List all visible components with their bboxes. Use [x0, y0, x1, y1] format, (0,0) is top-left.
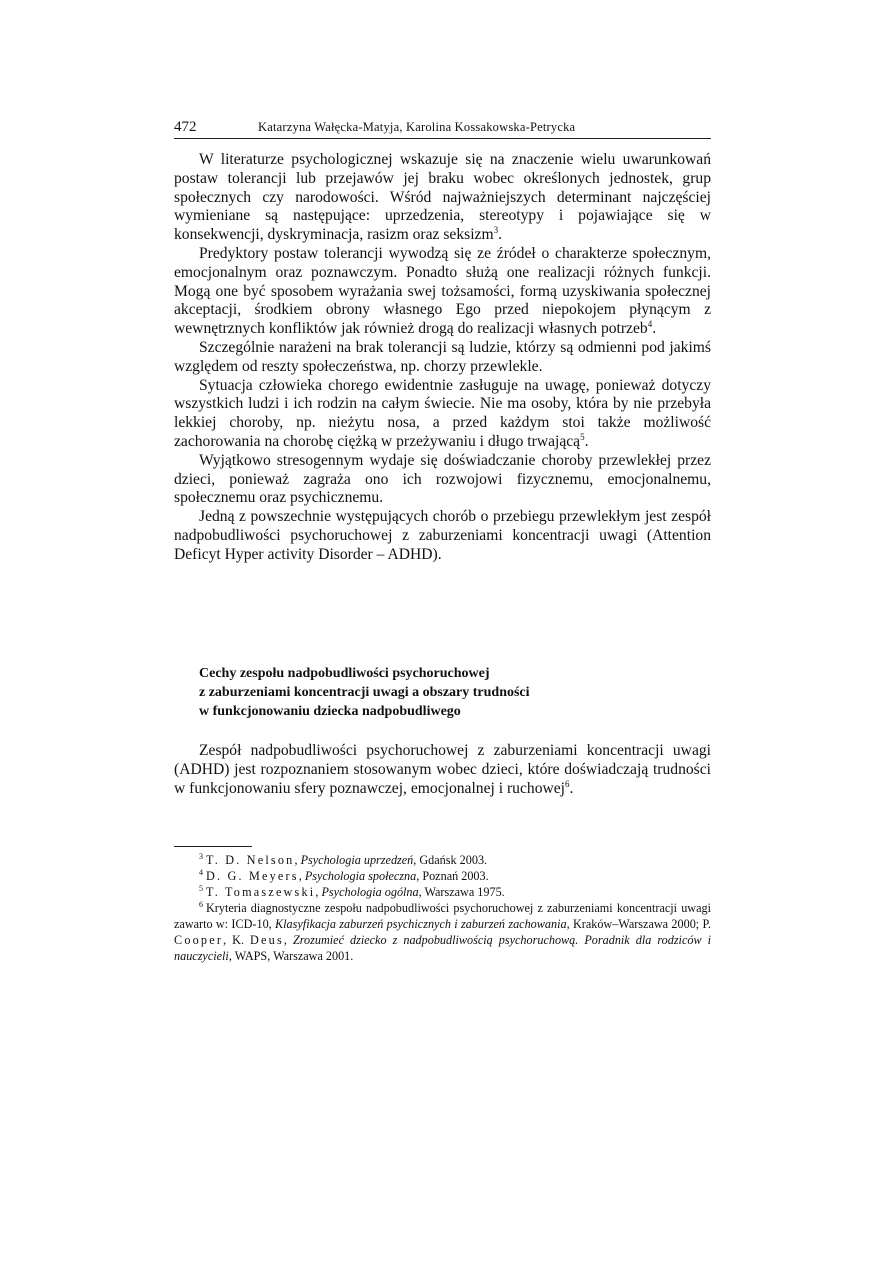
footnote-ref[interactable]: 6 — [565, 778, 570, 789]
running-head — [174, 118, 711, 139]
footnote: $^6$ Kryteria diagnostyczne zespołu nadpobudliwości psychoruchowej z zaburzeniami koncentracji uwagi zawarto w: ICD-10, Klasyfikacja zaburzeń psychicznych i zaburzeń zachowania, Kraków–Warszawa 2000; P. Cooper, K. Deus, Zrozumieć dziecko z nadpobudliwością psychoruchową. Poradnik dla rodziców i nauczycieli, WAPS, Warszawa 2001. — [174, 899, 711, 963]
footnote: $^5$ T. Tomaszewski, Psychologia ogólna, Warszawa 1975. — [199, 883, 505, 899]
footnote: $^4$ D. G. Meyers, Psychologia społeczna, Poznań 2003. — [199, 867, 489, 883]
section-heading-line: w funkcjonowaniu dziecka nadpobudliwego — [199, 704, 461, 719]
page-number: 472 — [174, 119, 197, 135]
footnote-separator — [174, 846, 252, 847]
paragraph: Sytuacja człowieka chorego ewidentnie zasługuje na uwagę, ponieważ dotyczy wszystkich ludzi i ich rodzin na całym świecie. Nie ma osoby, która by nie przebyła lekkiej choroby, np. nieżytu nosa, a przed każdym stoi także możliwość zachorowania na chorobę ciężką w przeżywaniu i długo trwającą$^5$. — [174, 376, 711, 450]
footnotes — [174, 852, 711, 964]
running-head-authors: Katarzyna Wałęcka-Matyja, Karolina Kossakowska-Petrycka — [258, 120, 576, 134]
paragraph: Zespół nadpobudliwości psychoruchowej z zaburzeniami koncentracji uwagi (ADHD) jest rozpoznaniem stosowanym wobec dzieci, które doświadczają trudności w funkcjonowaniu sfery poznawczej, emocjonalnej i ruchowej$^6$. — [174, 742, 711, 797]
footnote-ref[interactable]: 4 — [647, 318, 653, 329]
section-heading — [199, 664, 699, 721]
paragraph: Predyktory postaw tolerancji wywodzą się ze źródeł o charakterze społecznym, emocjonalnym oraz poznawczym. Ponadto służą one realizacji różnych funkcji. Mogą one być sposobem wyrażania swej tożsamości, formą uzyskiwania społecznej akceptacji, środkiem obrony własnego Ego przed niepokojem płynącym z wewnętrznych konfliktów jak również drogą do realizacji własnych potrzeb$^4$. — [174, 244, 711, 338]
footnote: $^3$ T. D. Nelson, Psychologia uprzedzeń, Gdańsk 2003. — [199, 851, 488, 867]
paragraph: W literaturze psychologicznej wskazuje się na znaczenie wielu uwarunkowań postaw tolerancji lub przejawów jej braku wobec określonych jednostek, grup społecznych czy narodowości. Wśród najważniejszych determinant najczęściej wymieniane są następujące: uprzedzenia, stereotypy i pojawiające się w konsekwencji, dyskryminacja, rasizm oraz seksizm$^3$. — [174, 151, 711, 244]
paragraph: Wyjątkowo stresogennym wydaje się doświadczanie choroby przewlekłej przez dzieci, ponieważ zagraża ono ich rozwojowi fizycznemu, emocjonalnemu, społecznemu oraz psychicznemu. — [174, 451, 711, 507]
footnote-ref[interactable]: 3 — [493, 225, 499, 235]
section-body-text — [174, 742, 711, 798]
body-text — [174, 151, 711, 565]
footnote-ref[interactable]: 5 — [580, 431, 585, 442]
section-heading-line: z zaburzeniami koncentracji uwagi a obszary trudności — [199, 685, 530, 700]
section-heading-line: Cechy zespołu nadpobudliwości psychoruchowej — [199, 666, 490, 681]
paragraph: Szczególnie narażeni na brak tolerancji są ludzie, którzy są odmienni pod jakimś względem od reszty społeczeństwa, np. chorzy przewlekle. — [174, 338, 711, 375]
paragraph: Jedną z powszechnie występujących chorób o przebiegu przewlekłym jest zespół nadpobudliwości psychoruchowej z zaburzeniami koncentracji uwagi (Attention Deficyt Hyper activity Disorder – ADHD). — [174, 508, 711, 563]
